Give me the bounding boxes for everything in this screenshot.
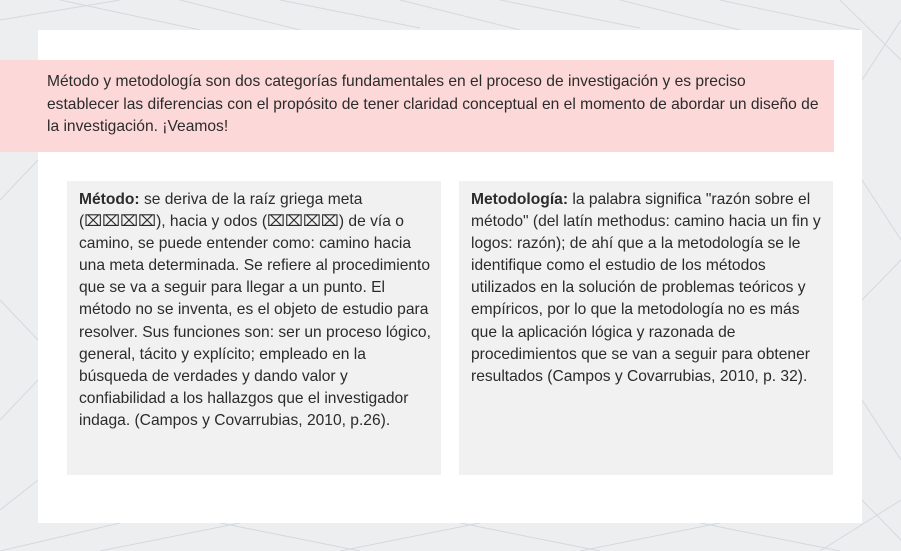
metodologia-term: Metodología: <box>471 191 569 208</box>
metodo-term: Método: <box>79 191 140 208</box>
metodologia-box <box>459 181 833 475</box>
intro-banner <box>0 60 834 152</box>
metodo-definition: se deriva de la raíz griega meta (⌧⌧⌧⌧), hacia y odos (⌧⌧⌧⌧) de vía o camino, se puede entender como: camino hacia una meta determinada. Se refiere al procedimiento que se va a seguir para llegar a un punto. El método no se inventa, es el objeto de estudio para resolver. Sus funciones son: ser un proceso lógico, general, tácito y explícito; empleado en la búsqueda de verdades y dando valor y confiabilidad a los hallazgos que el investigador indaga. (Campos y Covarrubias, 2010, p.26). <box>79 191 431 429</box>
metodo-box <box>67 181 441 475</box>
intro-text: Método y metodología son dos categorías fundamentales en el proceso de investigación y es preciso establecer las diferencias con el propósito de tener claridad conceptual en el momento de abordar un diseño de la investigación. ¡Veamos! <box>47 73 819 135</box>
metodologia-definition: la palabra significa "razón sobre el método" (del latín methodus: camino hacia un fin y logos: razón); de ahí que a la metodología se le identifique como el estudio de los métodos utilizados en la solución de problemas teóricos y empíricos, por lo que la metodología no es más que la aplicación lógica y razonada de procedimientos que se van a seguir para obtener resultados (Campos y Covarrubias, 2010, p. 32). <box>471 191 821 385</box>
